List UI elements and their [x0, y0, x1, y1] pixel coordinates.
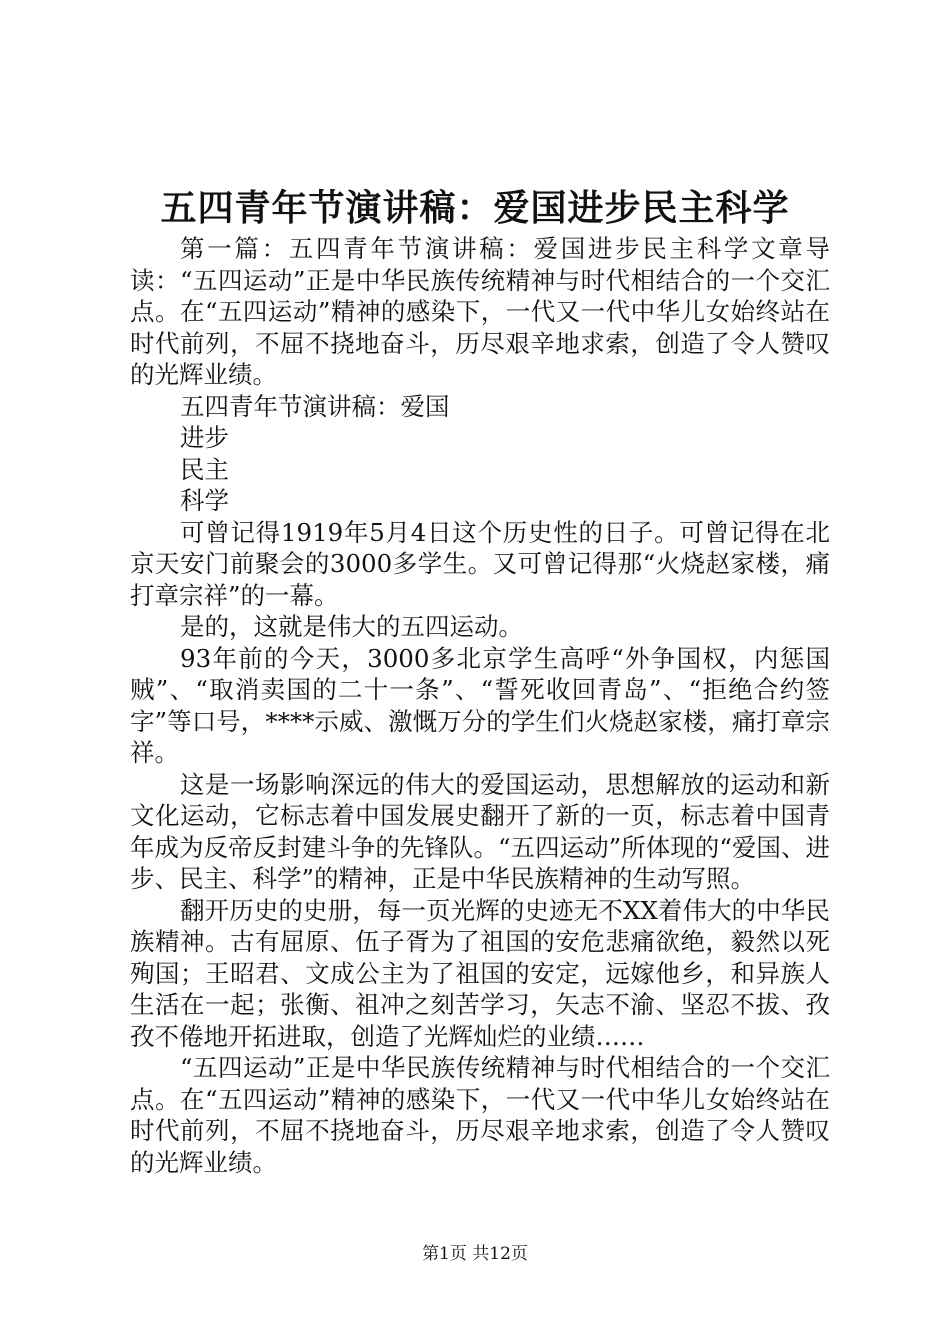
- paragraph-conclusion: “五四运动”正是中华民族传统精神与时代相结合的一个交汇点。在“五四运动”精神的感染下，一代又一代中华儿女始终站在时代前列，不屈不挠地奋斗，历尽艰辛地求索，创造了令人赞叹的光辉业绩。: [130, 1053, 830, 1177]
- paragraph-yes: 是的，这就是伟大的五四运动。: [180, 612, 523, 641]
- paragraph-remember: 可曾记得1919年5月4日这个历史性的日子。可曾记得在北京天安门前聚会的3000多学生。又可曾记得那“火烧赵家楼，痛打章宗祥”的一幕。: [130, 517, 830, 610]
- paragraph-intro: 第一篇：五四青年节演讲稿：爱国进步民主科学文章导读：“五四运动”正是中华民族传统精神与时代相结合的一个交汇点。在“五四运动”精神的感染下，一代又一代中华儿女始终站在时代前列，不屈不挠地奋斗，历尽艰辛地求索，创造了令人赞叹的光辉业绩。: [130, 234, 830, 389]
- document-body: [130, 233, 830, 1178]
- page-number-footer: 第1页 共12页: [422, 1244, 528, 1264]
- paragraph-movement: 这是一场影响深远的伟大的爱国运动，思想解放的运动和新文化运动，它标志着中国发展史翻开了新的一页，标志着中国青年成为反帝反封建斗争的先锋队。“五四运动”所体现的“爱国、进步、民主、科学”的精神，正是中华民族精神的生动写照。: [130, 769, 830, 893]
- paragraph-subtitle: 五四青年节演讲稿：爱国: [180, 391, 450, 421]
- document-title: 五四青年节演讲稿：爱国进步民主科学: [160, 187, 790, 229]
- paragraph-93-years: 93年前的今天，3000多北京学生高呼“外争国权，内惩国贼”、“取消卖国的二十一条”、“誓死收回青岛”、“拒绝合约签字”等口号，****示威、激慨万分的学生们火烧赵家楼，痛打章宗祥。: [130, 643, 830, 767]
- paragraph-history: 翻开历史的史册，每一页光辉的史迹无不XX着伟大的中华民族精神。古有屈原、伍子胥为了祖国的安危悲痛欲绝，毅然以死殉国；王昭君、文成公主为了祖国的安定，远嫁他乡，和异族人生活在一起；张衡、祖冲之刻苦学习，矢志不渝、坚忍不拔、孜孜不倦地开拓进取，创造了光辉灿烂的业绩……: [130, 895, 830, 1051]
- paragraph-democracy: 民主: [180, 454, 229, 484]
- paragraph-science: 科学: [180, 486, 229, 515]
- paragraph-progress: 进步: [180, 423, 229, 452]
